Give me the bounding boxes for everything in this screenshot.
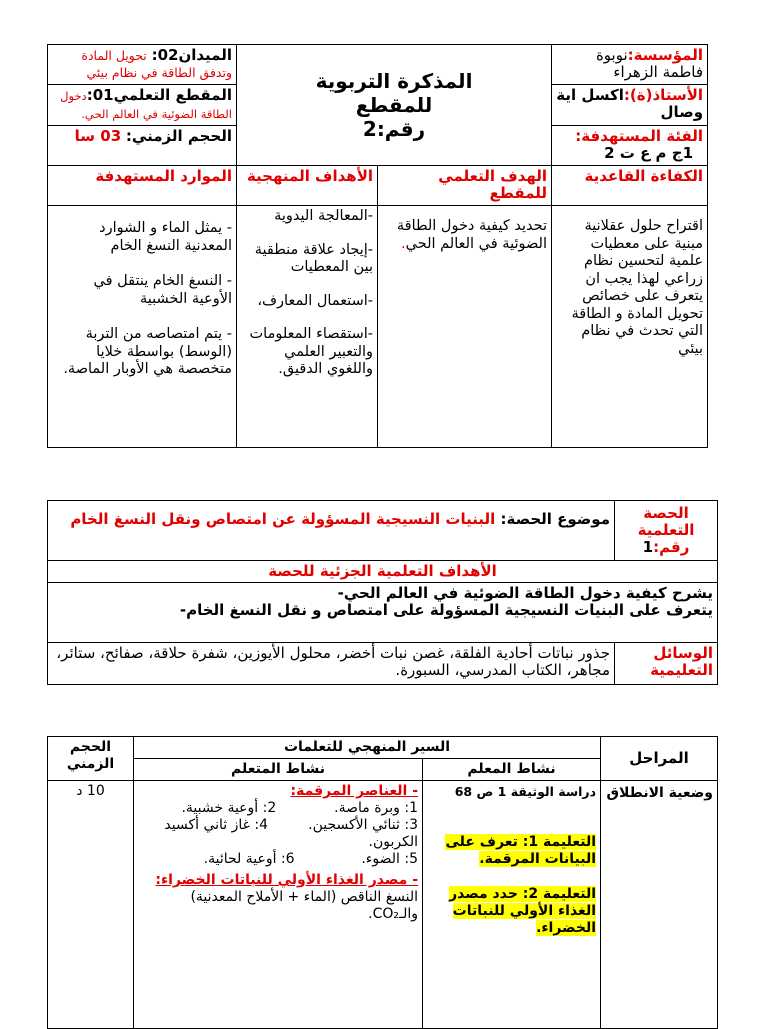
col-stages: المراحل xyxy=(601,737,718,781)
goal-item: -إيجاد علاقة منطقية بين المعطيات xyxy=(254,241,374,275)
goal-item: -استعمال المعارف، xyxy=(257,292,374,309)
competence-text: اقتراح حلول عقلانية مبنية على معطيات علمية لتحسين نظام زراعي لهذا يجب ان يتعرف على خصائص تحويل المادة و الطاقة التي تحدث في نظام بيئي xyxy=(552,206,708,448)
food-text: النسغ الناقص (الماء + الأملاح المعدنية) والـCO₂. xyxy=(190,889,419,922)
time-cell xyxy=(48,126,237,166)
doc-ref: دراسة الوثيقة 1 ص 68 xyxy=(454,784,597,799)
title-line-1: المذكرة التربوية xyxy=(315,69,473,93)
partial-goal: يتعرف على البنيات النسيجية المسؤولة على امتصاص و نقل النسغ الخام- xyxy=(179,601,713,619)
institution-value: نوبوة فاطمة الزهراء xyxy=(595,46,704,81)
title-line-3: رقم:2 xyxy=(362,117,426,141)
session-label-cell xyxy=(615,501,718,561)
objective-text: تحديد كيفية دخول الطاقة الضوئية في العالم الحي xyxy=(396,218,548,252)
objective-dot: . xyxy=(401,235,406,252)
item-6: 6: أوعية لحائية. xyxy=(203,851,295,867)
item-5: 5: الضوء. xyxy=(361,851,419,867)
col-flow: السير المنهجي للتعلمات xyxy=(134,737,601,759)
process-table xyxy=(47,736,718,1029)
food-title: - مصدر الغذاء الأولي للنباتات الخضراء: xyxy=(155,872,419,888)
col-time: الحجم الزمني xyxy=(48,737,134,781)
time-value: 03 سا xyxy=(74,127,122,145)
resource-item: - يتم امتصاصه من التربة (الوسط) بواسطة خلايا متخصصة هي الأوبار الماصة. xyxy=(63,326,232,377)
partial-goals-title: الأهداف التعلمية الجزئية للحصة xyxy=(48,561,718,583)
col-teacher: نشاط المعلم xyxy=(423,759,601,781)
topic-label: موضوع الحصة: xyxy=(500,510,610,528)
session-label: الحصة التعلمية رقم: xyxy=(637,504,695,556)
session-topic-cell xyxy=(48,501,615,561)
teacher-value: اكسل اية وصال xyxy=(556,86,704,121)
title-line-2: للمقطع xyxy=(355,93,433,117)
lesson-header-table xyxy=(47,44,708,448)
objective-cell xyxy=(378,206,552,448)
numbered-title: - العناصر المرقمة: xyxy=(290,783,419,799)
field-cell xyxy=(48,45,237,85)
teacher-activity-cell xyxy=(423,781,601,1029)
means-value: جذور نباتات أحادية الفلقة، غصن نبات أخضر، محلول الأيوزين، شفرة حلاقة، صفائح، ستائر، مجاهر، الكتاب المدرسي، السبورة. xyxy=(48,643,615,685)
goals-cell xyxy=(237,206,378,448)
means-label: الوسائل التعليمية xyxy=(615,643,718,685)
item-2: 2: أوعية خشبية. xyxy=(181,800,277,816)
session-number: 1 xyxy=(642,538,654,556)
target-label: الفئة المستهدفة: xyxy=(575,127,704,145)
instruction-1: التعليمة 1: تعرف على البيانات المرقمة. xyxy=(445,834,597,867)
col-objective: الهدف التعلمي للمقطع xyxy=(378,166,552,206)
document-title xyxy=(237,45,552,166)
segment-label: المقطع التعلمي01: xyxy=(86,86,232,104)
goal-item: -استقصاء المعلومات والتعبير العلمي واللغوي الدقيق. xyxy=(249,326,374,377)
session-table xyxy=(47,500,718,685)
instruction-2: التعليمة 2: حدد مصدر الغذاء الأولي للنباتات الخضراء. xyxy=(449,886,597,936)
item-4: 4: غاز ثاني أكسيد الكربون. xyxy=(164,817,419,850)
segment-value: دخول الطاقة الضوئية في العالم الحي. xyxy=(60,89,232,121)
col-goals: الأهداف المنهجية xyxy=(237,166,378,206)
stage-name: وضعية الانطلاق xyxy=(601,781,718,1029)
partial-goal: يشرح كيفية دخول الطاقة الضوئية في العالم الحي- xyxy=(337,584,713,602)
field-label: الميدان02: xyxy=(151,46,232,64)
item-3: 3: ثنائي الأكسجين. xyxy=(308,817,419,833)
time-label: الحجم الزمني: xyxy=(125,127,232,145)
goal-item: -المعالجة اليدوية xyxy=(274,208,374,224)
col-resources: الموارد المستهدفة xyxy=(48,166,237,206)
col-competence: الكفاءة القاعدية xyxy=(552,166,708,206)
teacher-cell xyxy=(552,85,708,126)
resource-item: - يمثل الماء و الشوارد المعدنية النسغ الخام xyxy=(99,220,232,254)
teacher-label: الأستاذ(ة): xyxy=(623,86,704,104)
field-value: تحويل المادة وتدفق الطاقة في نظام بيئي xyxy=(81,48,232,80)
target-cell xyxy=(552,126,708,166)
col-learner: نشاط المتعلم xyxy=(134,759,423,781)
topic-value: البنيات النسيجية المسؤولة عن امتصاص ونقل النسغ الخام xyxy=(70,510,496,528)
learner-activity-cell xyxy=(134,781,423,1029)
target-value: 1ج م ع ت 2 xyxy=(604,144,694,162)
institution-label: المؤسسة: xyxy=(627,46,704,64)
item-1: 1: وبرة ماصة. xyxy=(334,800,419,816)
partial-goals-cell xyxy=(48,583,718,643)
stage-time: 10 د xyxy=(48,781,134,1029)
institution-cell xyxy=(552,45,708,85)
resources-cell xyxy=(48,206,237,448)
segment-cell xyxy=(48,85,237,126)
resource-item: - النسغ الخام ينتقل في الأوعية الخشبية xyxy=(93,273,232,307)
